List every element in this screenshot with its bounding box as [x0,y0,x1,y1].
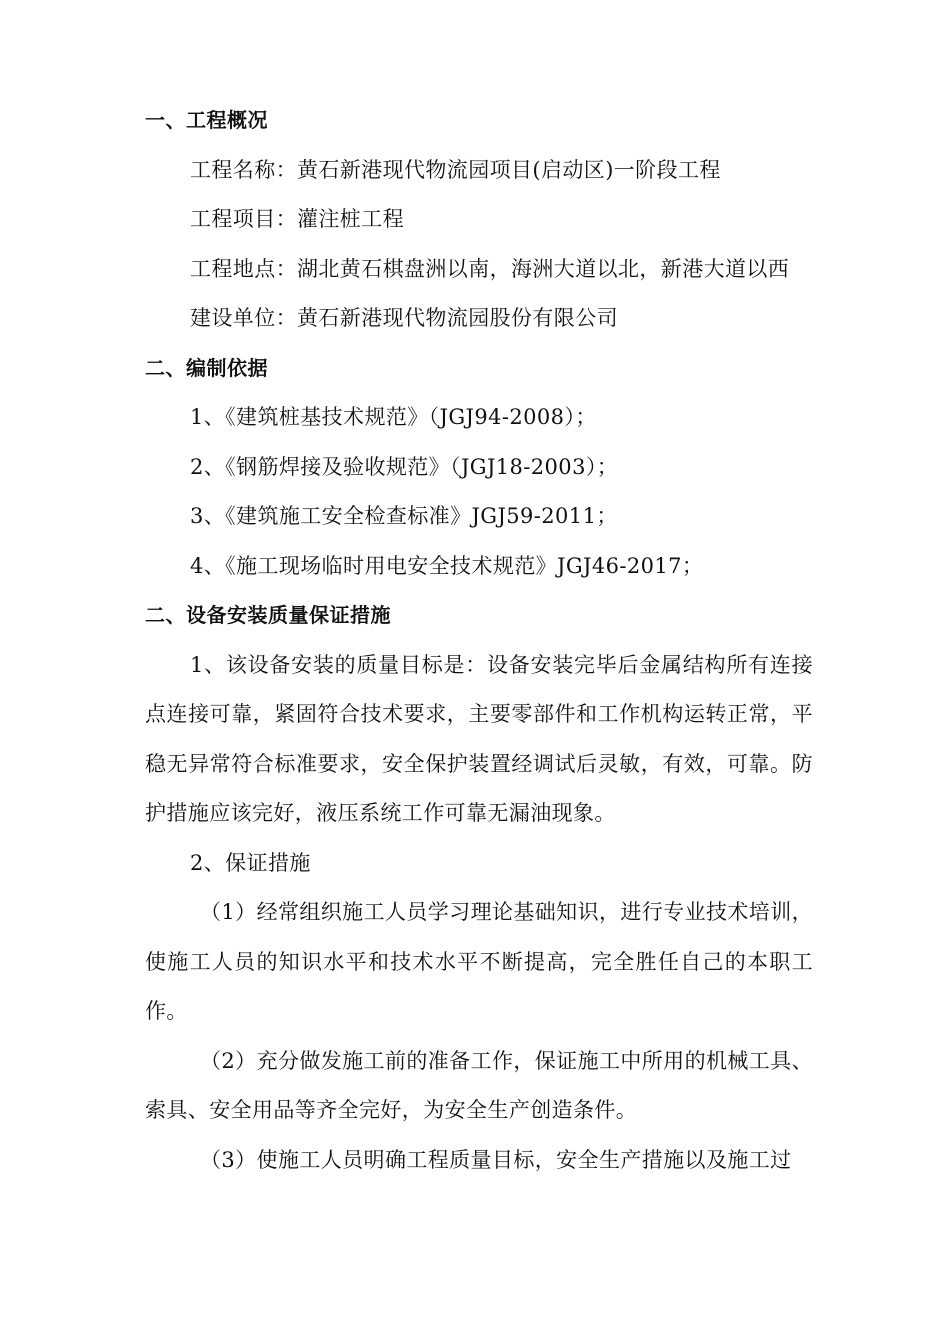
measure-paragraph-3: （3）使施工人员明确工程质量目标，安全生产措施以及施工过 [200,1147,792,1172]
measure-paragraph-2: （2）充分做发施工前的准备工作，保证施工中所用的机械工具、索具、安全用品等齐全完好，为安全生产创造条件。 [145,1048,813,1122]
section-heading-basis: 二、编制依据 [145,355,268,380]
measure-paragraph-1: （1）经常组织施工人员学习理论基础知识，进行专业技术培训，使施工人员的知识水平和技术水平不断提高，完全胜任自己的本职工作。 [145,900,813,1023]
project-name-line: 工程名称：黄石新港现代物流园项目(启动区)一阶段工程 [190,157,721,182]
basis-item-4: 4、《施工现场临时用电安全技术规范》JGJ46-2017； [190,553,704,578]
project-location-line: 工程地点：湖北黄石棋盘洲以南，海洲大道以北，新港大道以西 [190,256,790,281]
guarantee-measures-title: 2、保证措施 [190,850,311,875]
basis-item-1: 1、《建筑桩基技术规范》（JGJ94-2008）； [190,405,597,429]
basis-item-3: 3、《建筑施工安全检查标准》JGJ59-2011； [190,504,618,528]
construction-unit-line: 建设单位：黄石新港现代物流园股份有限公司 [190,306,618,330]
section-heading-overview: 一、工程概况 [145,108,268,132]
basis-item-2: 2、《钢筋焊接及验收规范》（JGJ18-2003）； [190,454,619,479]
project-item-line: 工程项目：灌注桩工程 [190,207,404,231]
quality-goal-paragraph: 1、该设备安装的质量目标是：设备安装完毕后金属结构所有连接点连接可靠，紧固符合技术要求，主要零部件和工作机构运转正常，平稳无异常符合标准要求，安全保护装置经调试后灵敏，有效，可靠。防护措施应该完好，液压系统工作可靠无漏油现象。 [145,652,813,825]
document-body [145,96,813,1185]
section-heading-quality: 二、设备安装质量保证措施 [145,603,391,627]
